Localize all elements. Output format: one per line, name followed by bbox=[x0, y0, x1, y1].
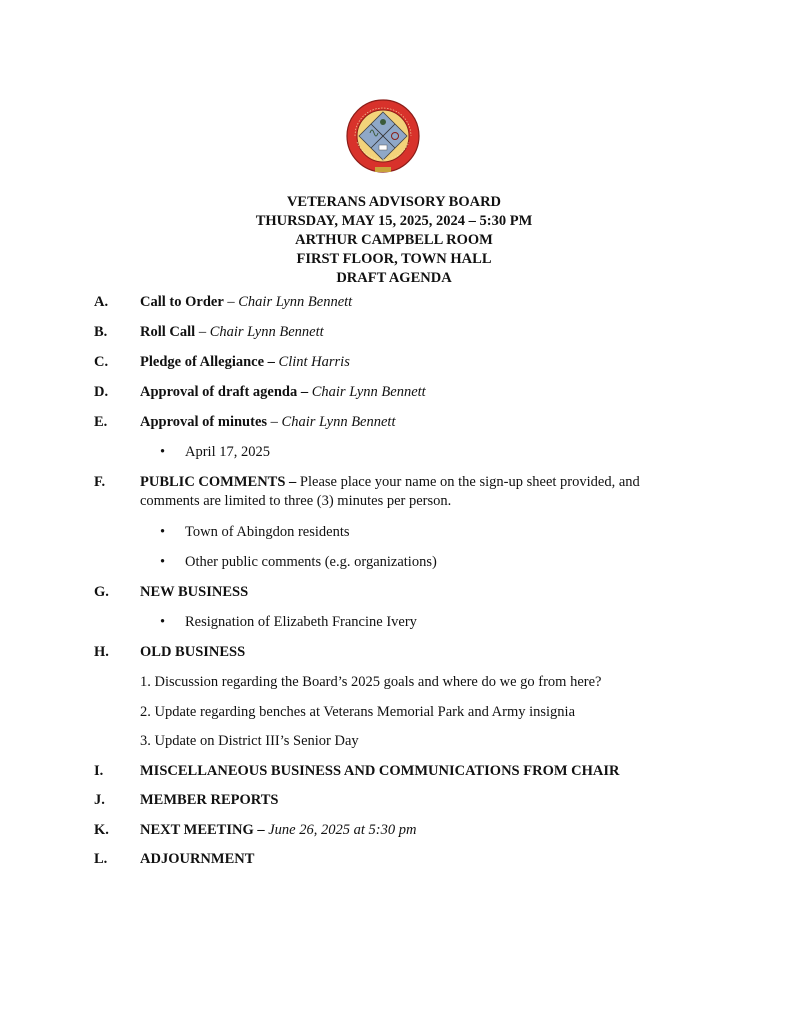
list-item: 2. Update regarding benches at Veterans Memorial Park and Army insignia bbox=[140, 704, 576, 720]
item-separator: – bbox=[267, 414, 282, 430]
item-letter: A. bbox=[94, 294, 109, 310]
bullet-icon: • bbox=[160, 554, 166, 570]
town-seal-logo bbox=[345, 96, 421, 180]
bullet-text: Other public comments (e.g. organizations) bbox=[185, 554, 437, 570]
item-separator: – bbox=[195, 324, 210, 340]
item-title: MEMBER REPORTS bbox=[140, 792, 279, 808]
item-title: MISCELLANEOUS BUSINESS AND COMMUNICATIONS FROM CHAIR bbox=[140, 763, 620, 779]
item-letter: J. bbox=[94, 792, 105, 808]
agenda-header bbox=[0, 193, 788, 288]
bullet-icon: • bbox=[160, 614, 166, 630]
item-title: Call to Order bbox=[140, 294, 224, 310]
item-title: Roll Call bbox=[140, 324, 196, 340]
item-description-continued: comments are limited to three (3) minutes per person. bbox=[140, 493, 452, 509]
meeting-floor: FIRST FLOOR, TOWN HALL bbox=[296, 251, 492, 267]
item-letter: E. bbox=[94, 414, 108, 430]
list-item: 3. Update on District III’s Senior Day bbox=[140, 733, 359, 749]
document-type: DRAFT AGENDA bbox=[336, 270, 452, 286]
bullet-icon: • bbox=[160, 444, 166, 460]
item-title: PUBLIC COMMENTS – bbox=[140, 474, 297, 490]
item-presenter: Chair Lynn Bennett bbox=[238, 294, 353, 310]
item-presenter: Clint Harris bbox=[278, 354, 350, 370]
item-title: NEW BUSINESS bbox=[140, 584, 249, 600]
item-title: NEXT MEETING – bbox=[140, 822, 265, 838]
board-name: VETERANS ADVISORY BOARD bbox=[286, 194, 502, 210]
item-separator: – bbox=[223, 294, 239, 310]
item-letter: I. bbox=[94, 763, 104, 779]
item-letter: K. bbox=[94, 822, 109, 838]
item-date: June 26, 2025 at 5:30 pm bbox=[268, 822, 417, 838]
item-title: Approval of minutes bbox=[140, 414, 268, 430]
item-presenter: Chair Lynn Bennett bbox=[209, 324, 324, 340]
item-title: Approval of draft agenda – bbox=[140, 384, 309, 400]
meeting-date-time: THURSDAY, MAY 15, 2025, 2024 – 5:30 PM bbox=[255, 213, 533, 229]
item-letter: F. bbox=[94, 474, 106, 490]
meeting-room: ARTHUR CAMPBELL ROOM bbox=[295, 232, 493, 248]
item-title: OLD BUSINESS bbox=[140, 644, 246, 660]
item-letter: B. bbox=[94, 324, 108, 340]
list-item: 1. Discussion regarding the Board’s 2025 goals and where do we go from here? bbox=[140, 674, 602, 690]
bullet-icon: • bbox=[160, 524, 166, 540]
item-letter: H. bbox=[94, 644, 109, 660]
item-letter: G. bbox=[94, 584, 109, 600]
item-letter: D. bbox=[94, 384, 109, 400]
bullet-text: April 17, 2025 bbox=[185, 444, 270, 460]
item-title: ADJOURNMENT bbox=[140, 851, 255, 867]
item-presenter: Chair Lynn Bennett bbox=[281, 414, 396, 430]
item-letter: C. bbox=[94, 354, 109, 370]
bullet-text: Town of Abingdon residents bbox=[185, 524, 350, 540]
item-letter: L. bbox=[94, 851, 108, 867]
item-title: Pledge of Allegiance – bbox=[140, 354, 275, 370]
bullet-text: Resignation of Elizabeth Francine Ivery bbox=[185, 614, 417, 630]
item-description: Please place your name on the sign-up sheet provided, and bbox=[296, 474, 640, 490]
item-presenter: Chair Lynn Bennett bbox=[311, 384, 426, 400]
